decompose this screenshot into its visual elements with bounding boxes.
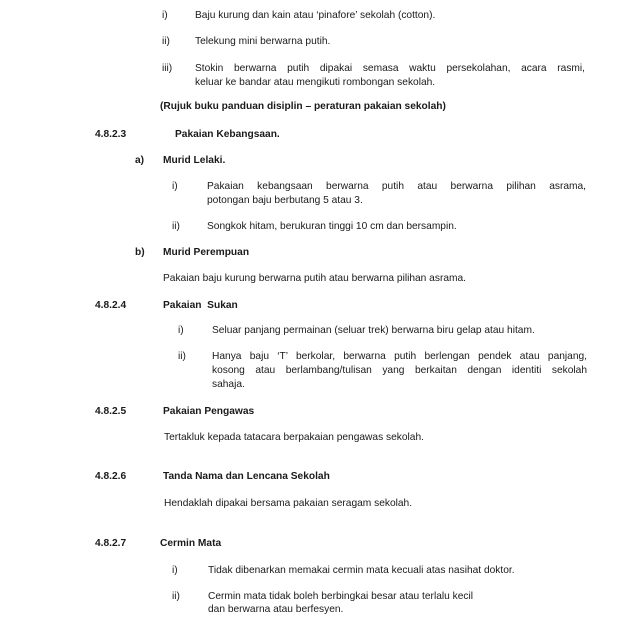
- list-item-text: dan berwarna atau berfesyen.: [208, 604, 344, 615]
- section-number: 4.8.2.3: [95, 129, 127, 140]
- list-item-text: kosong atau berlambang/tulisan yang berkaitan dengan identiti sekolah: [212, 365, 587, 376]
- list-item-text: Seluar panjang permainan (seluar trek) berwarna biru gelap atau hitam.: [212, 325, 535, 336]
- section-title: Cermin Mata: [160, 538, 222, 549]
- list-item-text: Tidak dibenarkan memakai cermin mata kecuali atas nasihat doktor.: [208, 565, 515, 576]
- paragraph: Pakaian baju kurung berwarna putih atau berwarna pilihan asrama.: [163, 273, 466, 284]
- list-item-text: Cermin mata tidak boleh berbingkai besar atau terlalu kecil: [208, 591, 474, 602]
- subsection-marker: b): [135, 247, 145, 258]
- section-title: Pakaian Kebangsaan.: [175, 129, 280, 140]
- section-number: 4.8.2.6: [95, 471, 127, 482]
- list-item-text: Telekung mini berwarna putih.: [195, 36, 331, 47]
- subsection-marker: a): [135, 155, 145, 166]
- paragraph: Hendaklah dipakai bersama pakaian seragam sekolah.: [164, 498, 413, 509]
- list-marker: ii): [172, 221, 180, 232]
- subsection-title: Murid Lelaki.: [163, 155, 226, 166]
- list-item-text: potongan baju berbutang 5 atau 3.: [207, 195, 363, 206]
- list-marker: ii): [162, 36, 170, 47]
- list-item-text: Baju kurung dan kain atau ‘pinafore’ sekolah (cotton).: [195, 10, 436, 21]
- section-title: Pakaian Pengawas: [163, 406, 255, 417]
- list-item-text: Stokin berwarna putih dipakai semasa waktu persekolahan, acara rasmi,: [195, 63, 585, 74]
- list-marker: ii): [178, 351, 186, 362]
- list-item-text: sahaja.: [212, 379, 245, 390]
- list-item-text: keluar ke bandar atau mengikuti rombongan sekolah.: [195, 77, 436, 88]
- list-marker: i): [172, 181, 178, 192]
- list-item-text: Hanya baju ‘T’ berkolar, berwarna putih berlengan pendek atau panjang,: [212, 351, 587, 362]
- list-item-text: Pakaian kebangsaan berwarna putih atau berwarna pilihan asrama,: [207, 181, 586, 192]
- section-number: 4.8.2.7: [95, 538, 127, 549]
- section-number: 4.8.2.5: [95, 406, 127, 417]
- list-marker: i): [162, 10, 168, 21]
- list-marker: ii): [172, 591, 180, 602]
- list-item-text: Songkok hitam, berukuran tinggi 10 cm dan bersampin.: [207, 221, 457, 232]
- subsection-title: Murid Perempuan: [163, 247, 250, 258]
- section-title: Tanda Nama dan Lencana Sekolah: [163, 471, 330, 482]
- list-marker: iii): [162, 63, 173, 74]
- paragraph: Tertakluk kepada tatacara berpakaian pengawas sekolah.: [164, 432, 424, 443]
- section-number: 4.8.2.4: [95, 300, 127, 311]
- reference-note: (Rujuk buku panduan disiplin – peraturan pakaian sekolah): [160, 101, 446, 112]
- section-title: Pakaian Sukan: [163, 300, 238, 311]
- list-marker: i): [172, 565, 178, 576]
- list-marker: i): [178, 325, 184, 336]
